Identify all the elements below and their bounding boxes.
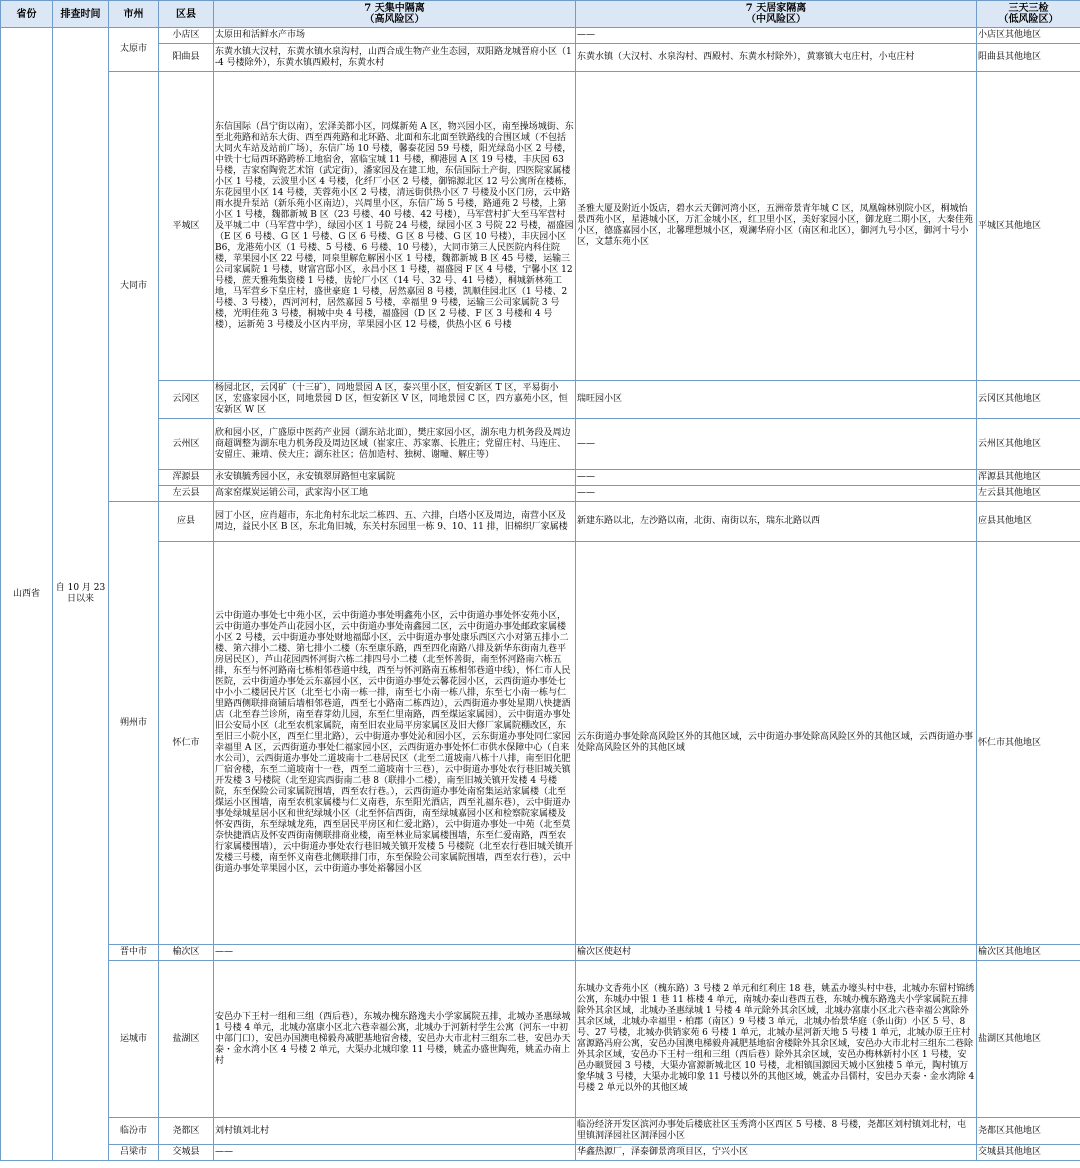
high-risk-cell: —— bbox=[214, 945, 576, 961]
mid-risk-cell: —— bbox=[576, 486, 977, 502]
district-cell: 云州区 bbox=[159, 419, 214, 470]
header-low-risk: 三天三检 （低风险区） bbox=[977, 1, 1080, 28]
low-risk-cell: 平城区其他地区 bbox=[977, 72, 1080, 381]
city-cell: 晋中市 bbox=[109, 945, 159, 961]
mid-risk-cell: —— bbox=[576, 28, 977, 44]
district-cell: 平城区 bbox=[159, 72, 214, 381]
header-time: 排查时间 bbox=[53, 1, 109, 28]
mid-risk-cell: 云东街道办事处除高风险区外的其他区域，云中街道办事处除高风险区外的其他区域，云西街道办事处除高风险区外的其他区域 bbox=[576, 542, 977, 945]
mid-risk-cell: 临汾经济开发区滨河办事处后楼底社区玉秀湾小区西区 5 号楼、8 号楼，尧都区刘村镇刘北村，屯里镇洞泽园社区洞泽园小区 bbox=[576, 1118, 977, 1145]
high-risk-cell: 园丁小区，应肖超市，东北角村东北坛二栋四、五、六排，白塔小区及周边，南营小区及周边，益民小区 B 区，东北角旧城，东关村东园里一栋 9、10、11 排，旧棉织厂家属楼 bbox=[214, 502, 576, 542]
city-cell: 临汾市 bbox=[109, 1118, 159, 1145]
district-cell: 浑源县 bbox=[159, 470, 214, 486]
table-row bbox=[1, 502, 1080, 542]
table-row bbox=[1, 28, 1080, 44]
low-risk-cell: 左云县其他地区 bbox=[977, 486, 1080, 502]
table-row bbox=[1, 419, 1080, 470]
district-cell: 应县 bbox=[159, 502, 214, 542]
high-risk-cell: 欣和园小区，广盛原中医药产业园（湖东站北面），樊庄家园小区，湖东电力机务段及周边商超调整为湖东电力机务段及周边区域（崔家庄、苏家寨、长胜庄；党留庄村、马连庄、安留庄、兼靖、侯大庄；湖东社区；倍加造村、独树、谢疃、解庄等） bbox=[214, 419, 576, 470]
city-cell: 运城市 bbox=[109, 961, 159, 1118]
district-cell: 小店区 bbox=[159, 28, 214, 44]
high-risk-cell: 安邑办下王村一组和三组（西后巷），东城办槐东路逸夫小学家属院五排，北城办圣惠绿城 1 号楼 4 单元，北城办富康小区北六巷幸福公寓，北城办于河新村学生公寓（河东一中初中部门口），安邑办国澳电梯毅舟减肥基地宿舍楼，安邑办大市北村三组东二巷，安邑办天泰・金水湾小区 4 号楼 2 单元，大渠办北城印象 11 号楼，姚孟办盛世陶苑，姚孟办南上村 bbox=[214, 961, 576, 1118]
header-high-risk: 7 天集中隔离 （高风险区） bbox=[214, 1, 576, 28]
mid-risk-cell: 瑞旺园小区 bbox=[576, 381, 977, 419]
low-risk-cell: 交城县其他地区 bbox=[977, 1145, 1080, 1161]
table-row bbox=[1, 542, 1080, 945]
table-header-row bbox=[1, 1, 1080, 28]
district-cell: 榆次区 bbox=[159, 945, 214, 961]
low-risk-cell: 榆次区其他地区 bbox=[977, 945, 1080, 961]
low-risk-cell: 应县其他地区 bbox=[977, 502, 1080, 542]
low-risk-cell: 云州区其他地区 bbox=[977, 419, 1080, 470]
district-cell: 交城县 bbox=[159, 1145, 214, 1161]
city-cell: 朔州市 bbox=[109, 502, 159, 945]
province-cell: 山西省 bbox=[1, 28, 53, 1161]
mid-risk-cell: —— bbox=[576, 419, 977, 470]
time-cell: 自 10 月 23 日以来 bbox=[53, 28, 109, 1161]
mid-risk-cell: —— bbox=[576, 470, 977, 486]
header-district: 区县 bbox=[159, 1, 214, 28]
mid-risk-cell: 榆次区使赵村 bbox=[576, 945, 977, 961]
district-cell: 云冈区 bbox=[159, 381, 214, 419]
high-risk-cell: 东信国际（昌宁街以南），宏泽美都小区，同煤新苑 A 区，物兴园小区，南至操场城街、东至北苑路和站东大街、西至西苑路和北环路、北面和东北面至铁路线的合围区域（不包括大同火车站及站前广场），东信广场 10 号楼，馨泰花园 59 号楼，阳光绿岛小区 2 号楼，中铁十七局西环路跨桥工地宿舍，富临宝城 11 号楼，柳港园 A 区 19 号楼，丰庆园 63 号楼，吉家窑陶瓷艺术馆（武定街），潘家园及在建工地，东信国际土产街，四医院家属楼小区 1 号楼，云波里小区 4 号楼，化纤厂小区 2 号楼，御锦源北区 12 号公寓所在楼栋，东花园里小区 14 号楼，芙蓉苑小区 2 号楼，清远街供热小区 7 号楼及小区门房，云中路雨水提升泵站（新乐苑小区南边），兴周里小区，东信广场 5 号楼，路通苑 2 号楼，上第小区 1 号楼，魏都新城 B 区（23 号楼、40 号楼、42 号楼），马军营村扩大至马军营村及平城二中（马军营中学），绿园小区 1 号院 24 号楼，绿园小区 3 号院 22 号楼，福盛园（E 区 6 号楼、G 区 1 号楼、G 区 6 号楼、G 区 8 号楼、G 区 10 号楼），丰庆园小区 B6，龙港苑小区（1 号楼、5 号楼、6 号楼、10 号楼），大同市第三人民医院内科住院楼，苹果园小区 22 号楼，同泉里解危解困小区 1 号楼，魏都新城 B 区 45 号楼，运输三公司家属院 1 号楼，财富宫邸小区，永昌小区 1 号楼，福盛园 F 区 4 号楼，宁馨小区 12 号楼，蔗天雅苑集资楼 1 号楼，齿轮厂小区（14 号、32 号、41 号楼），桐城新林苑工地，马军营乡下皇庄村，盛世豪庭 1 号楼，居然嘉园 8 号楼，凯顺佳园北区（1 号楼、2 号楼、3 号楼），西河河村，居然嘉园 5 号楼，幸福里 9 号楼，运输三公司家属院 3 号楼，光明佳苑 3 号楼，桐城中央 4 号楼，福盛园（D 区 2 号楼、F 区 3 号楼和 4 号楼），运新苑 3 号楼及小区内平房，苹果园小区 12 号楼，供热小区 6 号楼 bbox=[214, 72, 576, 381]
city-cell: 吕梁市 bbox=[109, 1145, 159, 1161]
high-risk-cell: —— bbox=[214, 1145, 576, 1161]
mid-risk-cell: 东黄水镇（大汉村、水泉沟村、西殿村、东黄水村除外），黄寨镇大屯庄村，小屯庄村 bbox=[576, 44, 977, 72]
high-risk-cell: 永安镇毓秀园小区，永安镇翠屏路恒屯家属院 bbox=[214, 470, 576, 486]
high-risk-cell: 太原田和活鲜水产市场 bbox=[214, 28, 576, 44]
low-risk-cell: 阳曲县其他地区 bbox=[977, 44, 1080, 72]
low-risk-cell: 盐湖区其他地区 bbox=[977, 961, 1080, 1118]
high-risk-cell: 东黄水镇大汉村，东黄水镇水泉沟村，山西合成生物产业生态园，双阳路龙城晋府小区（1-4 号楼除外），东黄水镇西殿村，东黄水村 bbox=[214, 44, 576, 72]
table-row bbox=[1, 72, 1080, 381]
header-mid-risk: 7 天居家隔离 （中风险区） bbox=[576, 1, 977, 28]
district-cell: 尧都区 bbox=[159, 1118, 214, 1145]
mid-risk-cell: 新建东路以北，左沙路以南，北街、南街以东，瑞东北路以西 bbox=[576, 502, 977, 542]
district-cell: 阳曲县 bbox=[159, 44, 214, 72]
table-row bbox=[1, 1145, 1080, 1161]
table-row bbox=[1, 381, 1080, 419]
mid-risk-cell: 华鑫热源厂，泽泰御景湾项目区，宁兴小区 bbox=[576, 1145, 977, 1161]
table-row bbox=[1, 961, 1080, 1118]
low-risk-cell: 小店区其他地区 bbox=[977, 28, 1080, 44]
mid-risk-cell: 东城办文香苑小区（槐东路）3 号楼 2 单元和红利庄 18 巷，姚孟办壕头村中巷，北城办东留村锦绣公寓，东城办中银 1 巷 11 栋楼 4 单元，南城办泰山巷西五巷，东城办槐东路逸夫小学家属院五排除外其余区域，北城办圣惠绿城 1 号楼 4 单元除外其余区域，北城办富康小区北六巷幸福公寓除外其余区域，北城办幸福里・柏郡（南区）9 号楼 3 单元，北城办怡景华庭（条山街）小区 5 号、8 号、27 号楼，北城办供销家苑 6 号楼 1 单元，北城办星河新天地 5 号楼 1 单元，北城办原王庄村富源路冯府公寓，安邑办国澳电梯毅舟减肥基地宿舍楼除外其余区域，安邑办大市北村三组东二巷除外其余区域，安邑办下王村一组和三组（西后巷）除外其余区域，安邑办梅林新村小区 1 号楼，安邑办颐贤园 3 号楼，大渠办富源新城北区 10 号楼，北相镇国源园天城小区独楼 5 单元，陶村镇万象华城 3 号楼，大渠办北城印象 11 号楼以外的其他区域，姚孟办吕儒村，安邑办天泰・金水湾除 4 号楼 2 单元以外的其他区域 bbox=[576, 961, 977, 1118]
low-risk-cell: 尧都区其他地区 bbox=[977, 1118, 1080, 1145]
table-row bbox=[1, 1118, 1080, 1145]
header-city: 市州 bbox=[109, 1, 159, 28]
table-row bbox=[1, 945, 1080, 961]
high-risk-cell: 云中街道办事处七中苑小区，云中街道办事处明鑫苑小区，云中街道办事处怀安苑小区，云中街道办事处芦山花园小区，云中街道办事处南鑫园二区，云中街道办事处邮政家属楼小区 2 号楼，云中街道办事处财地福邸小区，云中街道办事处康乐西区六小对第五排小二楼、第六排小二楼、第七排小二楼（东至康乐路，西至四化南路八排及新华东街南九巷平房居民区），芦山花园西怀河街六栋二排四号小二楼（北至怀善街，南至怀河路南六栋五排，东至与怀河路南七栋相邻巷道中线，西至与怀河路南五栋相邻巷道中线），怀仁市人民医院，云中街道办事处云东嘉园小区，云中街道办事处云馨花园小区，云西街道办事处七中小小二楼居民片区（北至七小南一栋一排，南至七小南一栋八排，东至七小南一栋与仁里路西侧联排商铺后墙相邻巷道，西至七小路南二栋西边），云西街道办事处星期八快捷酒店（北至春兰诊所，南至春芽幼儿园，东至仁里南路，西至煤运家属园），云中街道办事处旧公安局小区（北至农机家属院，南至旧农业局平房家属区及旧大修厂家属院棚改区，东至旧三小院小区，西至仁里北路），云中街道办事处沁和园小区，云东街道办事处同仁家园幸福里 A 区，云西街道办事处仁福家园小区，云西街道办事处怀仁市供水保障中心（自来水公司），云西街道办事处二道坡南十二巷居民区（北至二道坡南八栋十八排，南至旧化肥厂宿舍楼，东至二道坡南十一巷，西至二道坡南十三巷），云中街道办事处农行巷旧城关镇开发楼 3 号楼院（北至迎宾西街南二巷 8（联排小二楼），南至旧城关镇开发楼 4 号楼院，东至保险公司家属院围墙，西至农行巷。），云西街道办事处南窑集运站家属楼（北至煤运小区围墙，南至农机家属楼与仁义南巷，东至阳光酒店，西至礼福东巷），云中街道办事处绿城星居小区和世纪绿城小区（北至怀信西街，南至绿城嘉园小区和检察院家属楼及怀安西街，东至绿城龙苑，西至居民平房区和仁爱北路），云中街道办事处一中苑（北至莫奈快捷酒店及怀安西街南侧联排商业楼，南至林业局家属楼围墙，东至仁爱南路，西至农行家属楼围墙），云中街道办事处农行巷旧城关镇开发楼 5 号楼院（北至农行巷旧城关镇开发楼三号楼，南至怀义南巷北侧联排门市，东至保险公司家属院围墙，西至农行巷），云中街道办事处苹果园小区，云中街道办事处裕馨园小区 bbox=[214, 542, 576, 945]
high-risk-cell: 高家窑煤炭运销公司，武家沟小区工地 bbox=[214, 486, 576, 502]
mid-risk-cell: 圣雅大厦及附近小饭店，碧水云天御河湾小区，五洲帝景青年城 C 区，凤凰翰林别院小区，桐城怡景西苑小区，星港城小区，万汇金城小区，红卫里小区，美好家园小区，御龙庭二期小区，大秦佳苑小区，德盛嘉园小区，北馨理想城小区，观澜华府小区（南区和北区），御河九号小区，御河十号小区，文慧东苑小区 bbox=[576, 72, 977, 381]
header-province: 省份 bbox=[1, 1, 53, 28]
low-risk-cell: 云冈区其他地区 bbox=[977, 381, 1080, 419]
high-risk-cell: 刘村镇刘北村 bbox=[214, 1118, 576, 1145]
district-cell: 盐湖区 bbox=[159, 961, 214, 1118]
high-risk-cell: 杨园北区，云冈矿（十三矿），同地景园 A 区，泰兴里小区，恒安新区 T 区，平易街小区，宏盛家园小区，同地景园 D 区，恒安新区 V 区，同地景园 C 区，四方嘉苑小区，恒安新区 W 区 bbox=[214, 381, 576, 419]
table-row bbox=[1, 486, 1080, 502]
district-cell: 左云县 bbox=[159, 486, 214, 502]
low-risk-cell: 浑源县其他地区 bbox=[977, 470, 1080, 486]
city-cell: 大同市 bbox=[109, 72, 159, 502]
city-cell: 太原市 bbox=[109, 28, 159, 72]
district-cell: 怀仁市 bbox=[159, 542, 214, 945]
table-row bbox=[1, 44, 1080, 72]
low-risk-cell: 怀仁市其他地区 bbox=[977, 542, 1080, 945]
table-row bbox=[1, 470, 1080, 486]
